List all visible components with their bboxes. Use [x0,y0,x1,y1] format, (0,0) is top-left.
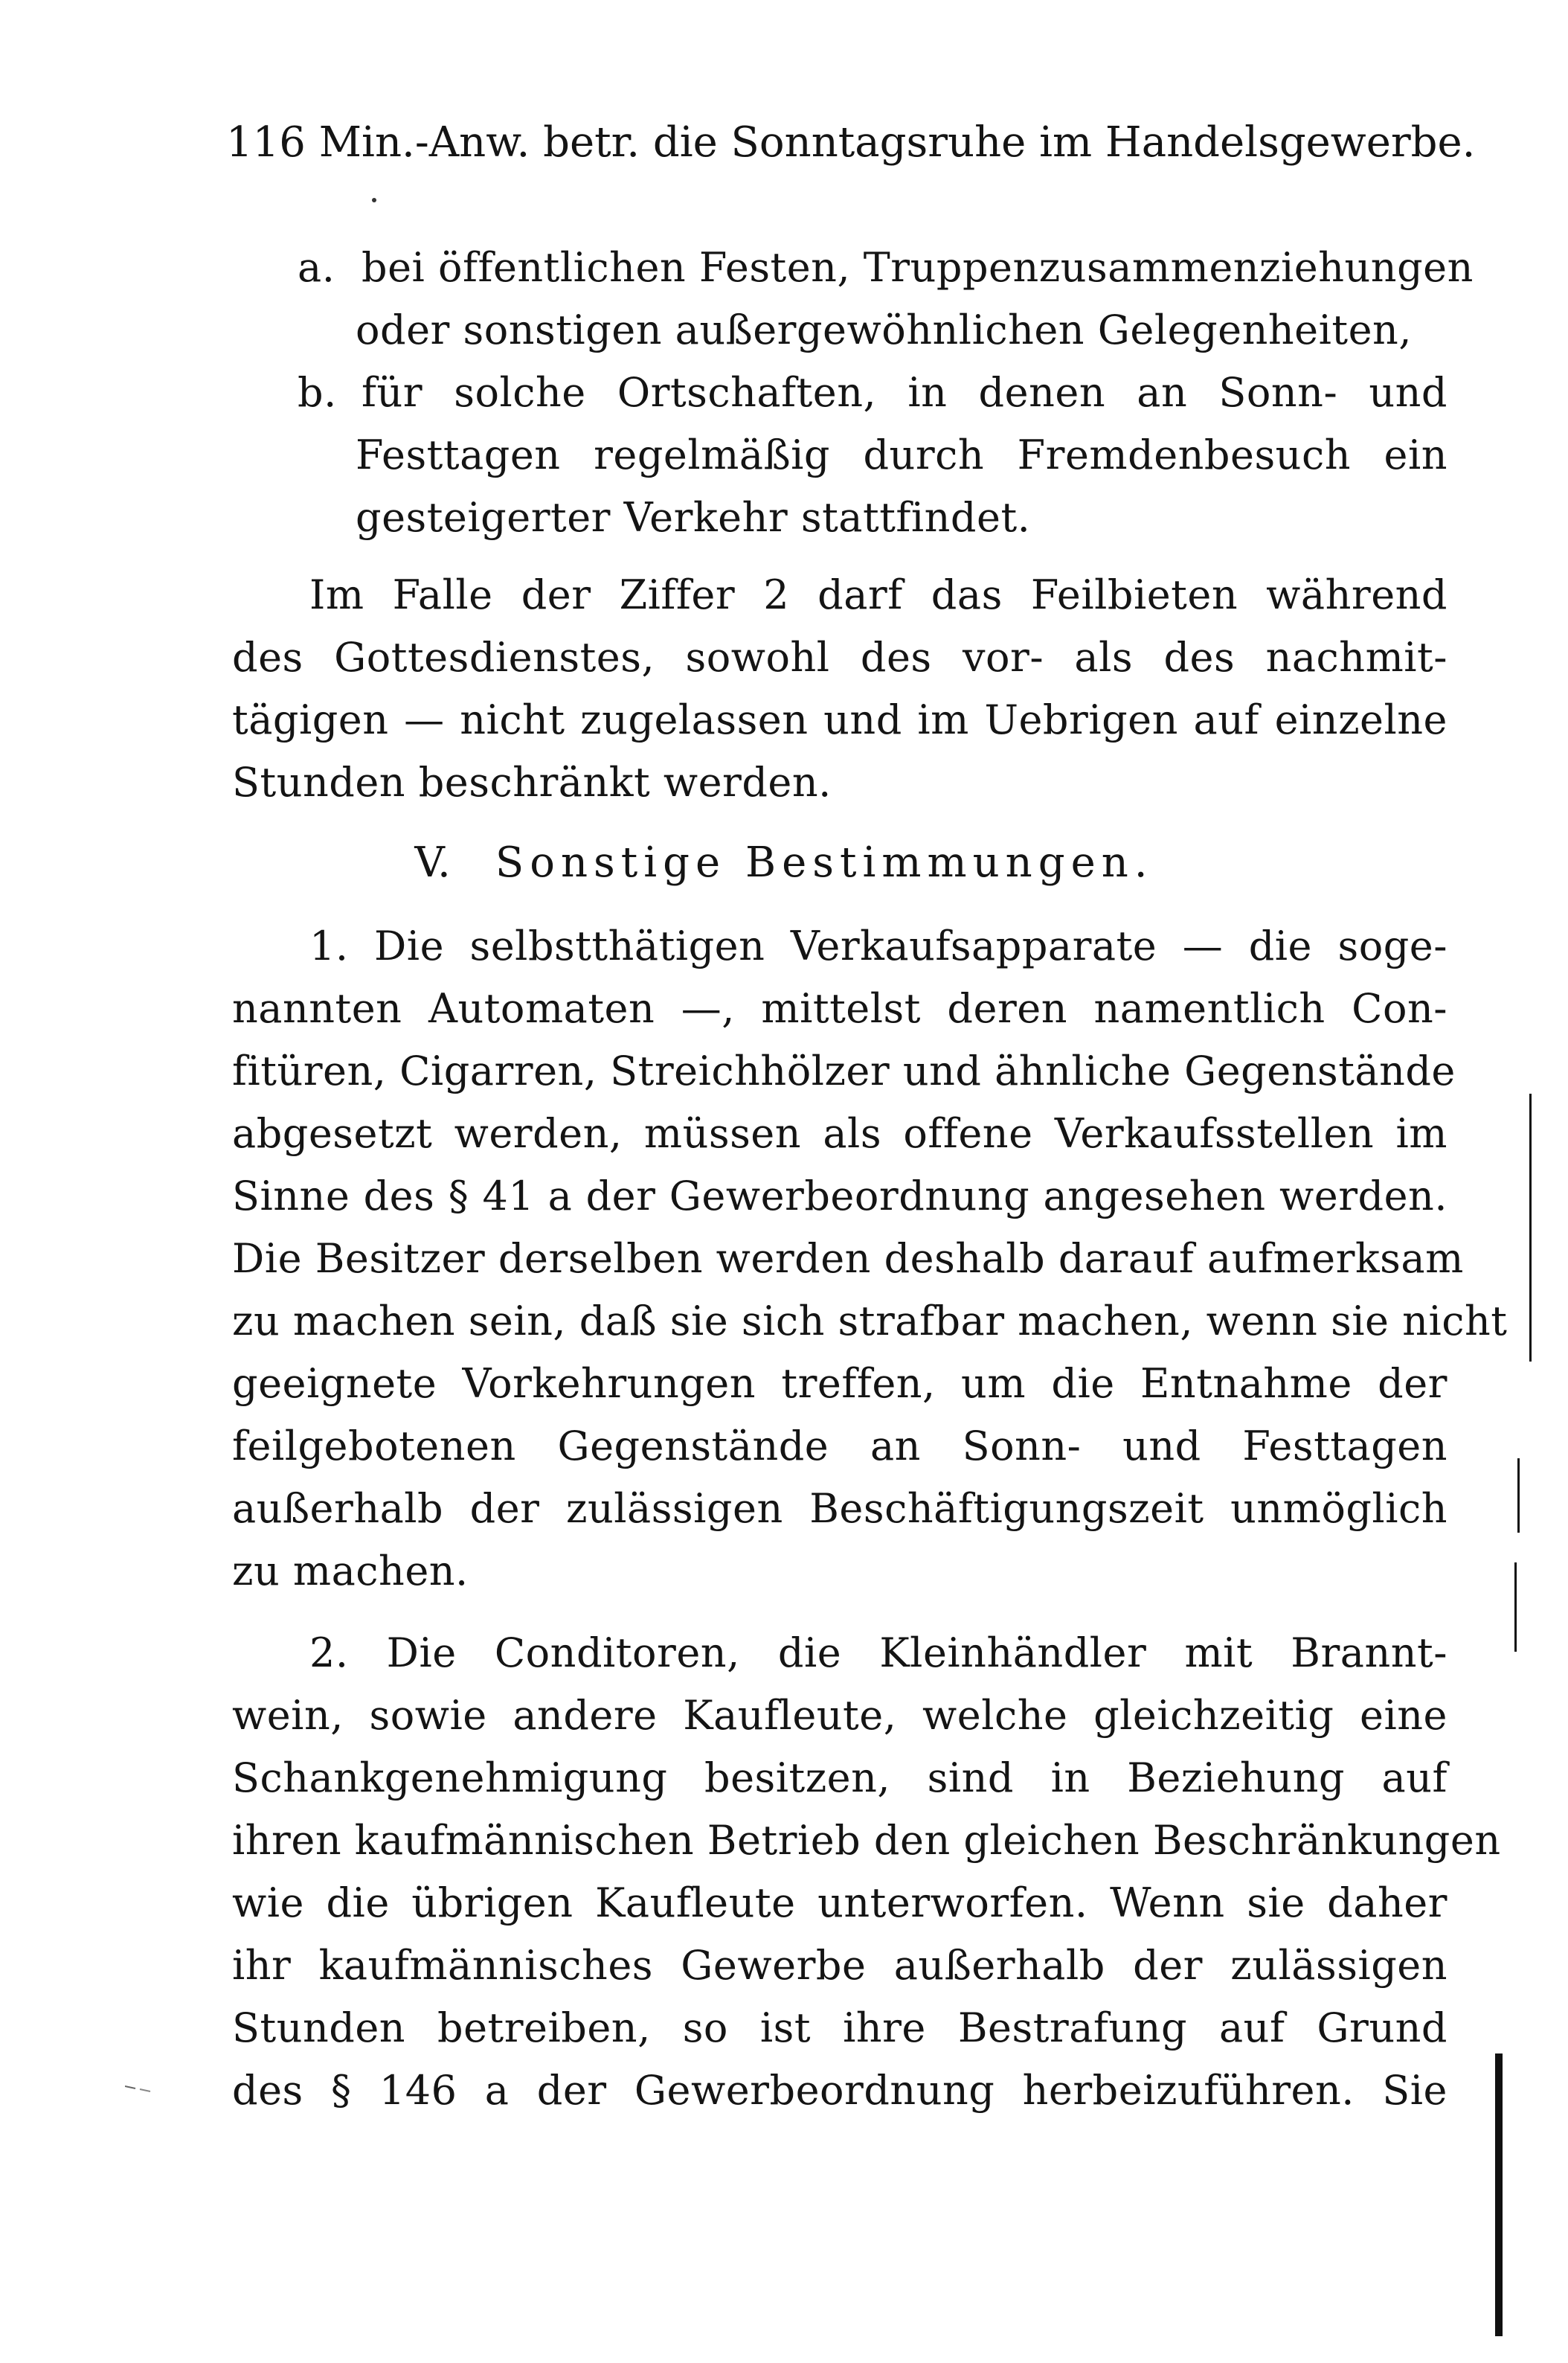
item-1-line: nannten Automaten —, mittelst deren namentlich Con- [232,985,1447,1032]
item-1-line: zu machen. [232,1548,469,1594]
page-edge-shadow [1517,1458,1520,1533]
smudge-mark [125,2086,135,2088]
paragraph-line: tägigen — nicht zugelassen und im Uebrigen auf einzelne [232,696,1447,743]
section-heading [0,832,1568,894]
item-1-line: geeignete Vorkehrungen treffen, um die Entnahme der [232,1360,1447,1407]
page-edge-shadow [1495,2053,1503,2336]
item-2-line: wein, sowie andere Kaufleute, welche gleichzeitig eine [232,1692,1447,1739]
paragraph-line: Im Falle der Ziffer 2 darf das Feilbieten während [309,571,1447,618]
list-item-a-line-2: oder sonstigen außergewöhnlichen Gelegenheiten, [356,307,1412,353]
paragraph-line: Stunden beschränkt werden. [232,759,832,806]
list-label-a: a. [298,244,335,291]
page-edge-shadow [1514,1562,1517,1652]
item-2-line: des § 146 a der Gewerbeordnung herbeizuführen. Sie [232,2067,1447,2114]
page-edge-shadow [1529,1094,1532,1362]
item-1-line: 1. Die selbstthätigen Verkaufsapparate — die soge- [309,923,1447,969]
paragraph-line: des Gottesdienstes, sowohl des vor- als des nachmit- [232,634,1447,681]
item-2-line: Schankgenehmigung besitzen, sind in Beziehung auf [232,1754,1447,1801]
item-2-line: wie die übrigen Kaufleute unterworfen. Wenn sie daher [232,1879,1447,1926]
item-2-line: ihren kaufmännischen Betrieb den gleichen Beschränkungen [232,1817,1501,1864]
item-1-line: außerhalb der zulässigen Beschäftigungszeit unmöglich [232,1485,1447,1532]
print-speck [372,198,376,202]
item-1-line: Die Besitzer derselben werden deshalb darauf aufmerksam [232,1235,1464,1282]
item-1-line: feilgebotenen Gegenstände an Sonn- und Festtagen [232,1423,1447,1469]
section-numeral: V. [414,839,451,887]
item-2-line: ihr kaufmännisches Gewerbe außerhalb der zulässigen [232,1942,1447,1989]
list-item-b-line-1: b. für solche Ortschaften, in denen an Sonn- und [298,362,1447,424]
smudge-mark [140,2089,150,2091]
item-1-line: fitüren, Cigarren, Streichhölzer und ähnliche Gegenstände [232,1048,1456,1094]
section-title: Sonstige Bestimmungen. [495,839,1154,887]
list-item-b-line-3: gesteigerter Verkehr stattfindet. [356,494,1031,541]
page-number: 116 [226,118,306,167]
item-2-line: Stunden betreiben, so ist ihre Bestrafung auf Grund [232,2004,1447,2051]
list-label-b: b. [298,369,337,416]
running-title: Min.-Anw. betr. die Sonntagsruhe im Handelsgewerbe. [318,118,1476,167]
item-1-line: abgesetzt werden, müssen als offene Verkaufsstellen im [232,1110,1447,1157]
item-1-line: zu machen sein, daß sie sich strafbar machen, wenn sie nicht [232,1298,1508,1344]
page-header [226,112,1476,174]
item-2-line: 2. Die Conditoren, die Kleinhändler mit Brannt- [309,1629,1447,1676]
list-item-a-line-1: a. bei öffentlichen Festen, Truppenzusammenziehungen [298,237,1447,299]
scan-smudge [125,2085,155,2092]
item-1-line: Sinne des § 41 a der Gewerbeordnung angesehen werden. [232,1173,1447,1219]
list-item-b-line-2: Festtagen regelmäßig durch Fremdenbesuch ein [356,432,1447,478]
